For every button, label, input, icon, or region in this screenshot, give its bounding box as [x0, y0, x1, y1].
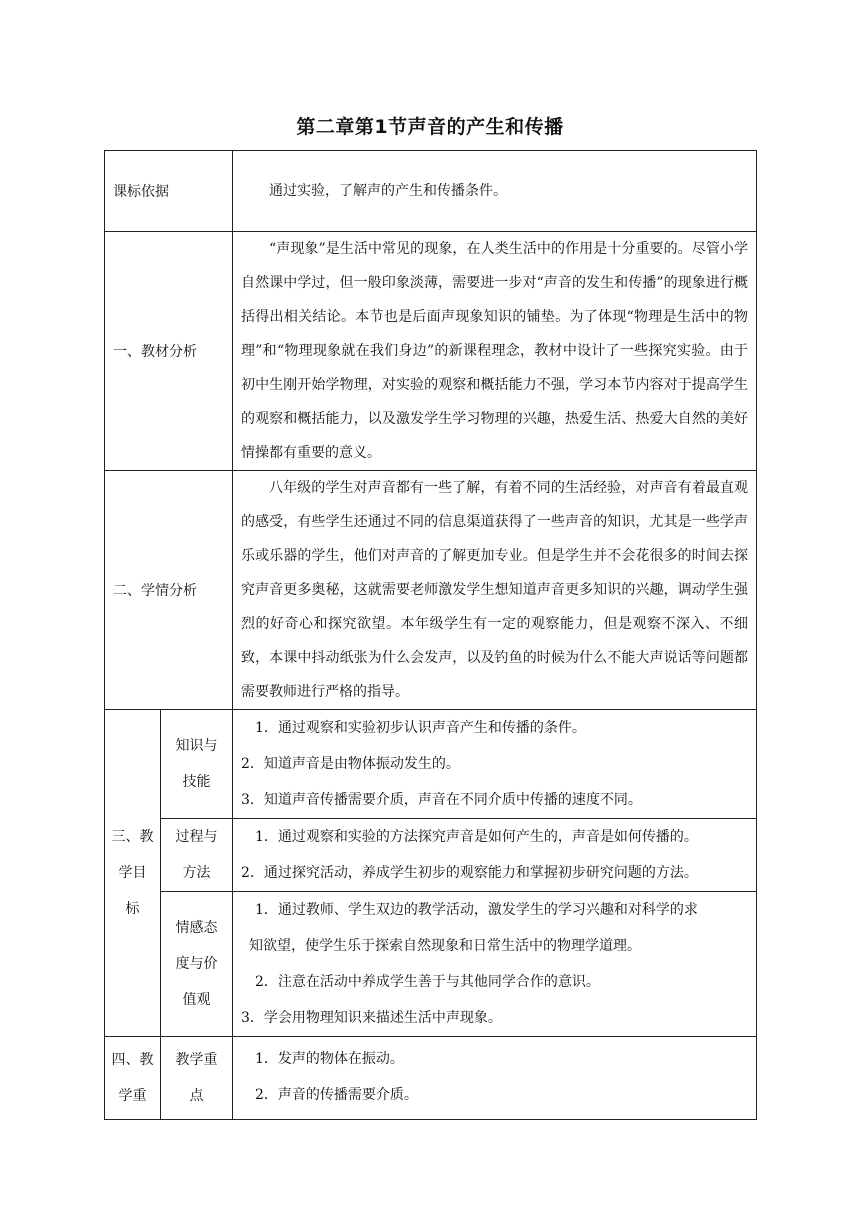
textbook-text: “声现象”是生活中常见的现象，在人类生活中的作用是十分重要的。尽管小学自然课中学过，但一般印象淡薄，需要进一步对“声音的发生和传播”的现象进行概括得出相关结论。本节也是后面声现象知识的铺垫。为了体现“物理是生活中的物理”和“物理现象就在我们身边”的新课程理念，教材中设计了一些探究实验。由于初中生刚开始学物理，对实验的观察和概括能力不强，学习本节内容对于提高学生的观察和概括能力，以及激发学生学习物理的兴趣，热爱生活、热爱大自然的美好情操都有重要的意义。	[233, 232, 757, 471]
list-item: 1．发声的物体在振动。	[255, 1051, 404, 1067]
list-item: 1．通过观察和实验的方法探究声音是如何产生的，声音是如何传播的。	[255, 829, 698, 845]
process-label: 过程与 方法	[161, 819, 233, 892]
basis-text: 通过实验，了解声的产生和传播条件。	[233, 151, 757, 232]
row-textbook-analysis	[105, 232, 757, 471]
knowledge-label: 知识与 技能	[161, 710, 233, 819]
list-item: 2．通过探究活动，养成学生初步的观察能力和掌握初步研究问题的方法。	[241, 865, 698, 881]
students-label: 二、学情分析	[105, 471, 233, 710]
list-item: 3．学会用物理知识来描述生活中声现象。	[241, 1010, 502, 1026]
knowledge-items	[233, 710, 757, 819]
row-goal-process	[105, 819, 757, 892]
focus-items	[233, 1037, 757, 1120]
basis-label: 课标依据	[105, 151, 233, 232]
row-goal-knowledge	[105, 710, 757, 819]
row-student-analysis	[105, 471, 757, 710]
process-items	[233, 819, 757, 892]
row-basis	[105, 151, 757, 232]
list-item: 2．知道声音是由物体振动发生的。	[241, 756, 460, 772]
document-title: 第二章第1节声音的产生和传播	[296, 116, 564, 138]
row-teaching-focus	[105, 1037, 757, 1120]
emotion-items	[233, 892, 757, 1037]
list-item: 2．注意在活动中养成学生善于与其他同学合作的意识。	[255, 974, 600, 990]
focus-sub-label: 教学重 点	[161, 1037, 233, 1120]
goals-label: 三、教 学目 标	[105, 710, 161, 1037]
list-item: 2．声音的传播需要介质。	[255, 1087, 418, 1103]
lesson-plan-table	[104, 150, 757, 1120]
list-item: 知欲望，使学生乐于探索自然现象和日常生活中的物理学道理。	[249, 938, 641, 954]
emotion-label: 情感态 度与价 值观	[161, 892, 233, 1037]
list-item: 1．通过教师、学生双边的教学活动，激发学生的学习兴趣和对科学的求	[255, 902, 698, 918]
list-item: 1．通过观察和实验初步认识声音产生和传播的条件。	[255, 720, 586, 736]
list-item: 3．知道声音传播需要介质，声音在不同介质中传播的速度不同。	[241, 792, 642, 808]
focus-label: 四、教 学重	[105, 1037, 161, 1120]
row-goal-emotion	[105, 892, 757, 1037]
textbook-label: 一、教材分析	[105, 232, 233, 471]
students-text: 八年级的学生对声音都有一些了解，有着不同的生活经验，对声音有着最直观的感受，有些学生还通过不同的信息渠道获得了一些声音的知识，尤其是一些学声乐或乐器的学生，他们对声音的了解更加专业。但是学生并不会花很多的时间去探究声音更多奥秘，这就需要老师激发学生想知道声音更多知识的兴趣，调动学生强烈的好奇心和探究欲望。本年级学生有一定的观察能力，但是观察不深入、不细致，本课中抖动纸张为什么会发声，以及钓鱼的时候为什么不能大声说话等问题都需要教师进行严格的指导。	[233, 471, 757, 710]
